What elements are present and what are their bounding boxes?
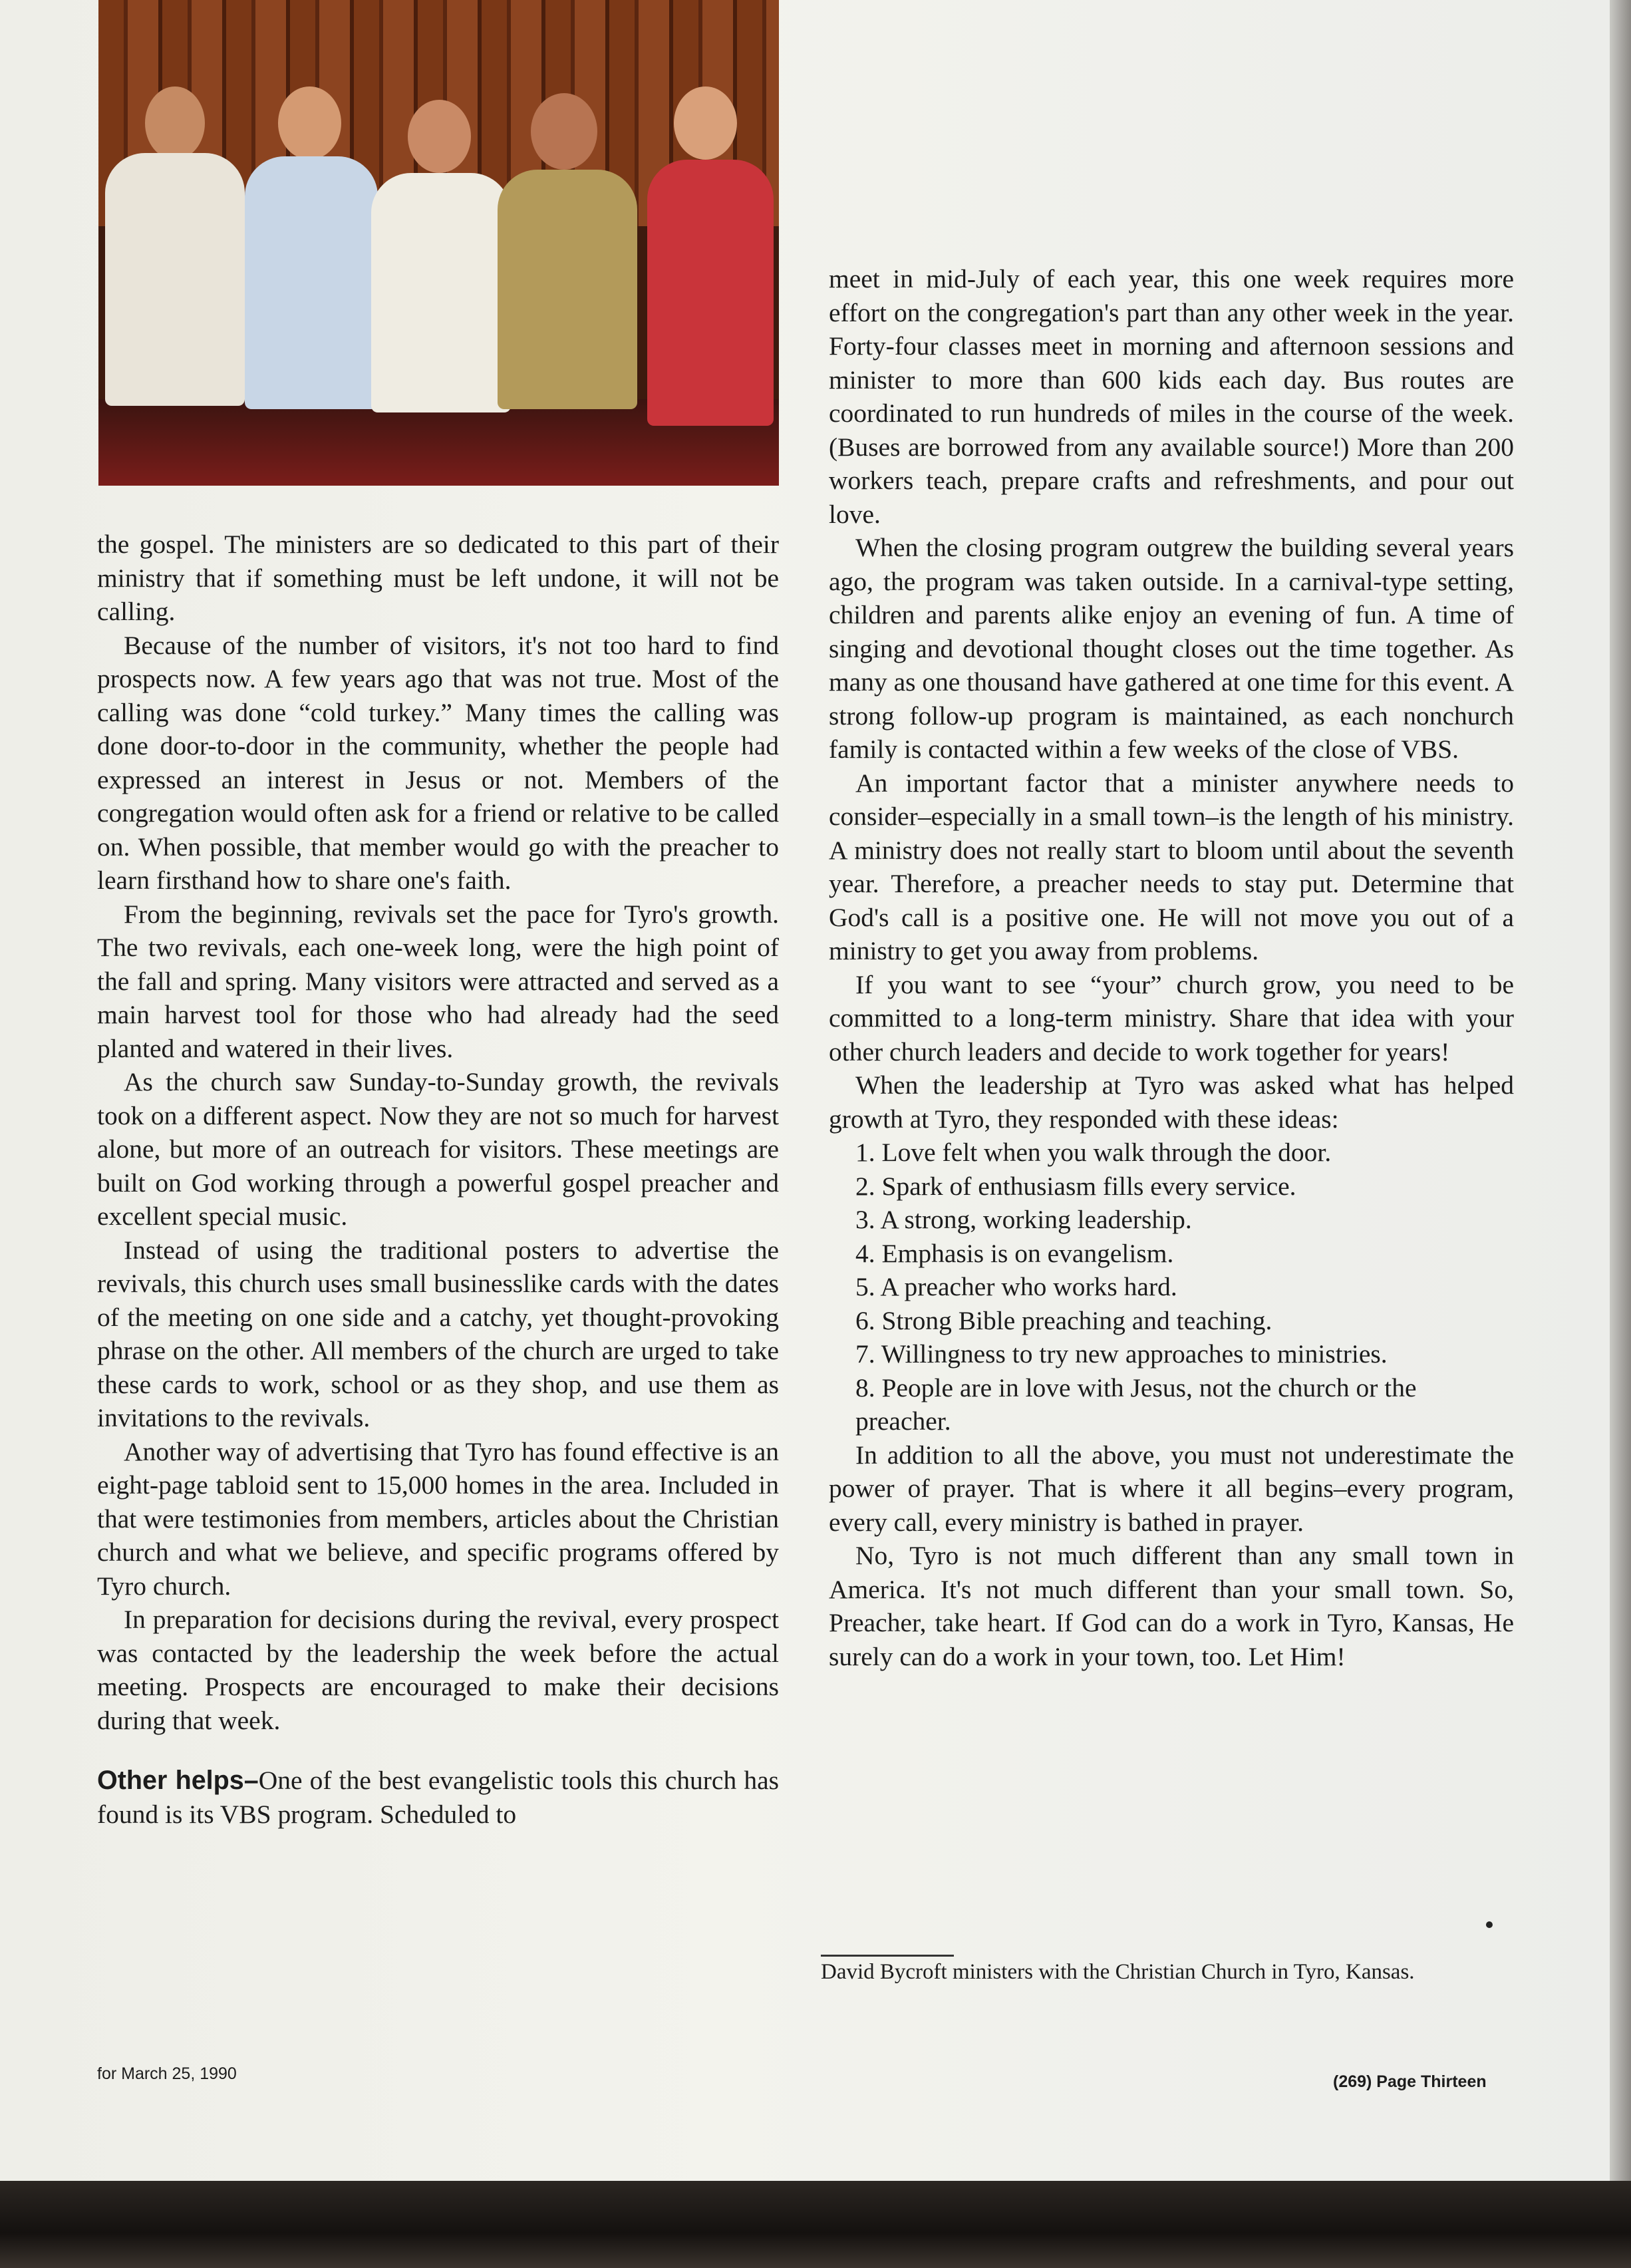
footer-page-number: (269) Page Thirteen [1333, 2072, 1487, 2091]
list-item: 6. Strong Bible preaching and teaching. [855, 1305, 1272, 1335]
paragraph: As the church saw Sunday-to-Sunday growth, the revivals took on a different aspect. Now they are not so much for harvest alone, but more of an outreach for visitors. These meetings are built on God working through a powerful gospel preacher and excellent special music. [97, 1067, 779, 1231]
person-5 [637, 86, 777, 459]
paragraph: In addition to all the above, you must not underestimate the power of prayer. That is where it all begins–every program, every call, every ministry is bathed in prayer. [829, 1440, 1514, 1537]
paragraph: Instead of using the traditional posters to advertise the revivals, this church uses small businesslike cards with the dates of the meeting on one side and a catchy, yet thought-provoking phrase on the other. All members of the church are urged to take these cards to work, school or as they shop, and use them as invitations to the revivals. [97, 1235, 779, 1432]
growth-ideas-list [829, 1136, 1514, 1438]
list-item: 4. Emphasis is on evangelism. [855, 1238, 1174, 1268]
list-item: 3. A strong, working leadership. [855, 1205, 1192, 1234]
list-item: 7. Willingness to try new approaches to ministries. [855, 1339, 1388, 1369]
bio-rule [821, 1955, 954, 1957]
right-column [829, 262, 1514, 1673]
congregation-photo [98, 0, 779, 486]
person-4 [484, 93, 644, 466]
paragraph: If you want to see “your” church grow, you need to be committed to a long-term ministry. Share that idea with your other church leaders and decide to work together for years! [829, 969, 1514, 1066]
paragraph: the gospel. The ministers are so dedicated to this part of their ministry that if something must be left undone, it will not be calling. [97, 530, 779, 626]
page-edge [1610, 0, 1631, 2182]
scan-shadow [0, 2181, 1631, 2268]
paragraph: No, Tyro is not much different than any small town in America. It's not much different than your small town. So, Preacher, take heart. If God can do a work in Tyro, Kansas, He surely can do a work in your town, too. Let Him! [829, 1541, 1514, 1671]
list-item: 5. A preacher who works hard. [855, 1272, 1177, 1301]
list-item: 1. Love felt when you walk through the door. [855, 1138, 1332, 1167]
list-item: 8. People are in love with Jesus, not the church or the preacher. [855, 1373, 1417, 1436]
paragraph: In preparation for decisions during the revival, every prospect was contacted by the leadership the week before the actual meeting. Prospects are encouraged to make their decisions during that week. [97, 1605, 779, 1735]
paragraph: Another way of advertising that Tyro has found effective is an eight-page tabloid sent to 15,000 homes in the area. Included in that were testimonies from members, articles about the Christian church and what we believe, and specific programs offered by Tyro church. [97, 1436, 779, 1601]
footer-date: for March 25, 1990 [97, 2064, 237, 2083]
paragraph: Because of the number of visitors, it's not too hard to find prospects now. A few years ago that was not true. Most of the calling was done “cold turkey.” Many times the calling was done door-to-door in the community, whether the people had expressed an interest in Jesus or not. Members of the congregation would often ask for a friend or relative to be called on. When possible, that member would go with the preacher to learn firsthand how to share one's faith. [97, 630, 779, 895]
paragraph: An important factor that a minister anywhere needs to consider–especially in a small town–is the length of his ministry. A ministry does not really start to bloom until about the seventh year. Therefore, a preacher needs to stay put. Determine that God's call is a positive one. He will not move you out of a ministry to get you away from problems. [829, 768, 1514, 965]
paragraph-other-helps [97, 1764, 779, 1831]
paragraph-text: One of the best evangelistic tools this church has found is its VBS program. Scheduled to [97, 1766, 779, 1829]
paragraph: When the closing program outgrew the building several years ago, the program was taken outside. In a carnival-type setting, children and parents alike enjoy an evening of fun. A time of singing and devotional thought closes out the time together. As many as one thousand have gathered at one time for this event. A strong follow-up program is maintained, as each nonchurch family is contacted within a few weeks of the close of VBS. [829, 533, 1514, 764]
author-bio: David Bycroft ministers with the Christian Church in Tyro, Kansas. [821, 1960, 1415, 1984]
paragraph: meet in mid-July of each year, this one week requires more effort on the congregation's part than any other week in the year. Forty-four classes meet in morning and afternoon sessions and minister to more than 600 kids each day. Bus routes are coordinated to run hundreds of miles in the course of the week. (Buses are borrowed from any available source!) More than 200 workers teach, prepare crafts and refreshments, and pour out love. [829, 264, 1514, 529]
paragraph: From the beginning, revivals set the pace for Tyro's growth. The two revivals, each one-week long, were the high point of the fall and spring. Many visitors were attracted and served as a main harvest tool for those who had already had the seed planted and watered in their lives. [97, 899, 779, 1063]
person-1 [98, 80, 251, 452]
left-column [97, 528, 779, 1831]
end-mark [1486, 1921, 1493, 1928]
list-item: 2. Spark of enthusiasm fills every service. [855, 1171, 1296, 1201]
section-lead: Other helps– [97, 1766, 259, 1795]
paragraph: When the leadership at Tyro was asked what has helped growth at Tyro, they responded with these ideas: [829, 1070, 1514, 1134]
